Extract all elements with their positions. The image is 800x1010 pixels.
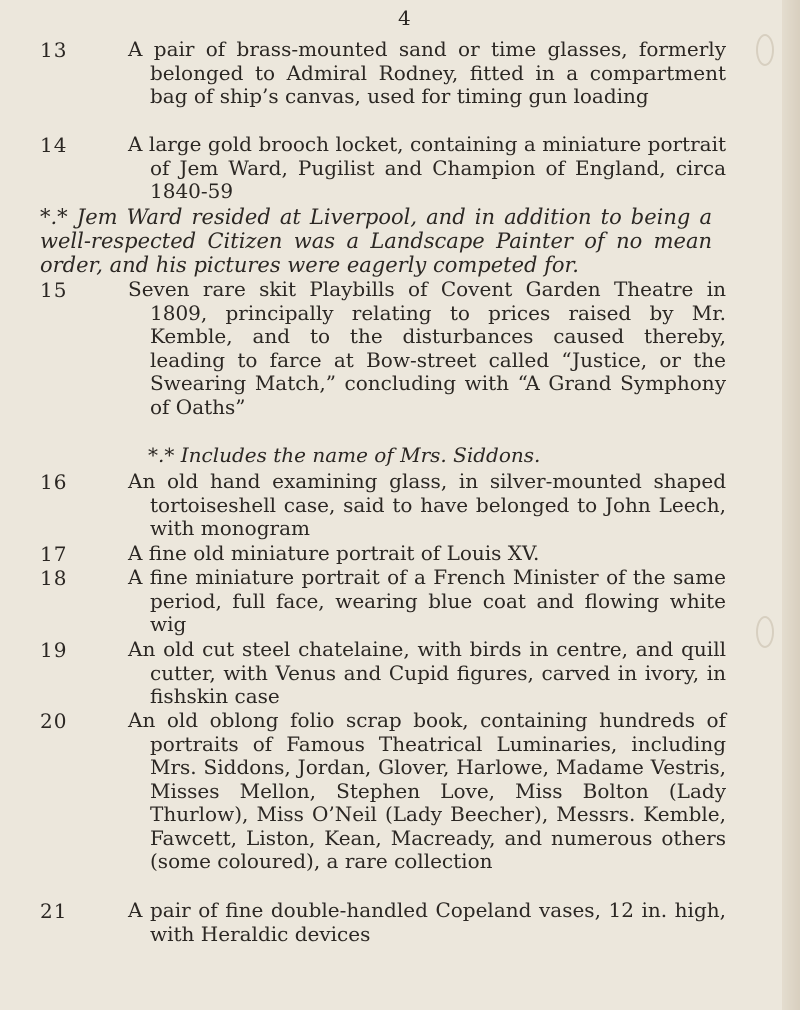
lot-number: 15 bbox=[40, 278, 68, 302]
lot-number: 19 bbox=[40, 638, 68, 662]
stain-mark bbox=[756, 34, 774, 66]
lot-description: An old oblong folio scrap book, containing hundreds of portraits of Famous Theatrical Luminaries, including Mrs. Siddons, Jordan, Glover, Harlowe, Madame Vestris, Misses Mellon, Stephen Love, Miss Bolton (Lady Thurlow), Miss O’Neil (Lady Beecher), Messrs. Kemble, Fawcett, Liston, Kean, Macready, and numerous others (some coloured), a rare collection bbox=[128, 708, 726, 873]
lot-description: An old cut steel chatelaine, with birds in centre, and quill cutter, with Venus and Cupid figures, carved in ivory, in fishskin case bbox=[128, 637, 726, 708]
lot-description: A large gold brooch locket, containing a miniature portrait of Jem Ward, Pugilist and Champion of England, circa 1840-59 bbox=[128, 132, 726, 203]
lot-number: 16 bbox=[40, 470, 68, 494]
lot-description: A fine old miniature portrait of Louis XV. bbox=[128, 541, 540, 565]
lot-number: 18 bbox=[40, 566, 68, 590]
lot-description: Seven rare skit Playbills of Covent Garden Theatre in 1809, principally relating to prices raised by Mr. Kemble, and to the disturbances caused thereby, leading to farce at Bow-street called “Justice, or the Swearing Match,” concluding with “A Grand Symphony of Oaths” bbox=[128, 277, 726, 419]
lot-number: 20 bbox=[40, 709, 68, 733]
lot-number: 13 bbox=[40, 38, 68, 62]
lot-description: An old hand examining glass, in silver-mounted shaped tortoiseshell case, said to have belonged to John Leech, with monogram bbox=[128, 469, 726, 540]
lot-number: 21 bbox=[40, 899, 68, 923]
lot-description: A fine miniature portrait of a French Minister of the same period, full face, wearing blue coat and flowing white wig bbox=[128, 565, 726, 636]
lot-description: A pair of fine double-handled Copeland vases, 12 in. high, with Heraldic devices bbox=[128, 898, 726, 946]
lot-note: *.* Includes the name of Mrs. Siddons. bbox=[148, 443, 541, 467]
lot-note: *.* Jem Ward resided at Liverpool, and in addition to being a well-respected Citizen was a Landscape Painter of no mean order, and his pictures were eagerly competed for. bbox=[40, 205, 712, 277]
page-edge bbox=[782, 0, 800, 1010]
page-number: 4 bbox=[398, 6, 411, 30]
lot-number: 17 bbox=[40, 542, 68, 566]
lot-description: A pair of brass-mounted sand or time glasses, formerly belonged to Admiral Rodney, fitted in a compartment bag of ship’s canvas, used for timing gun loading bbox=[128, 37, 726, 108]
lot-number: 14 bbox=[40, 133, 68, 157]
stain-mark bbox=[756, 616, 774, 648]
